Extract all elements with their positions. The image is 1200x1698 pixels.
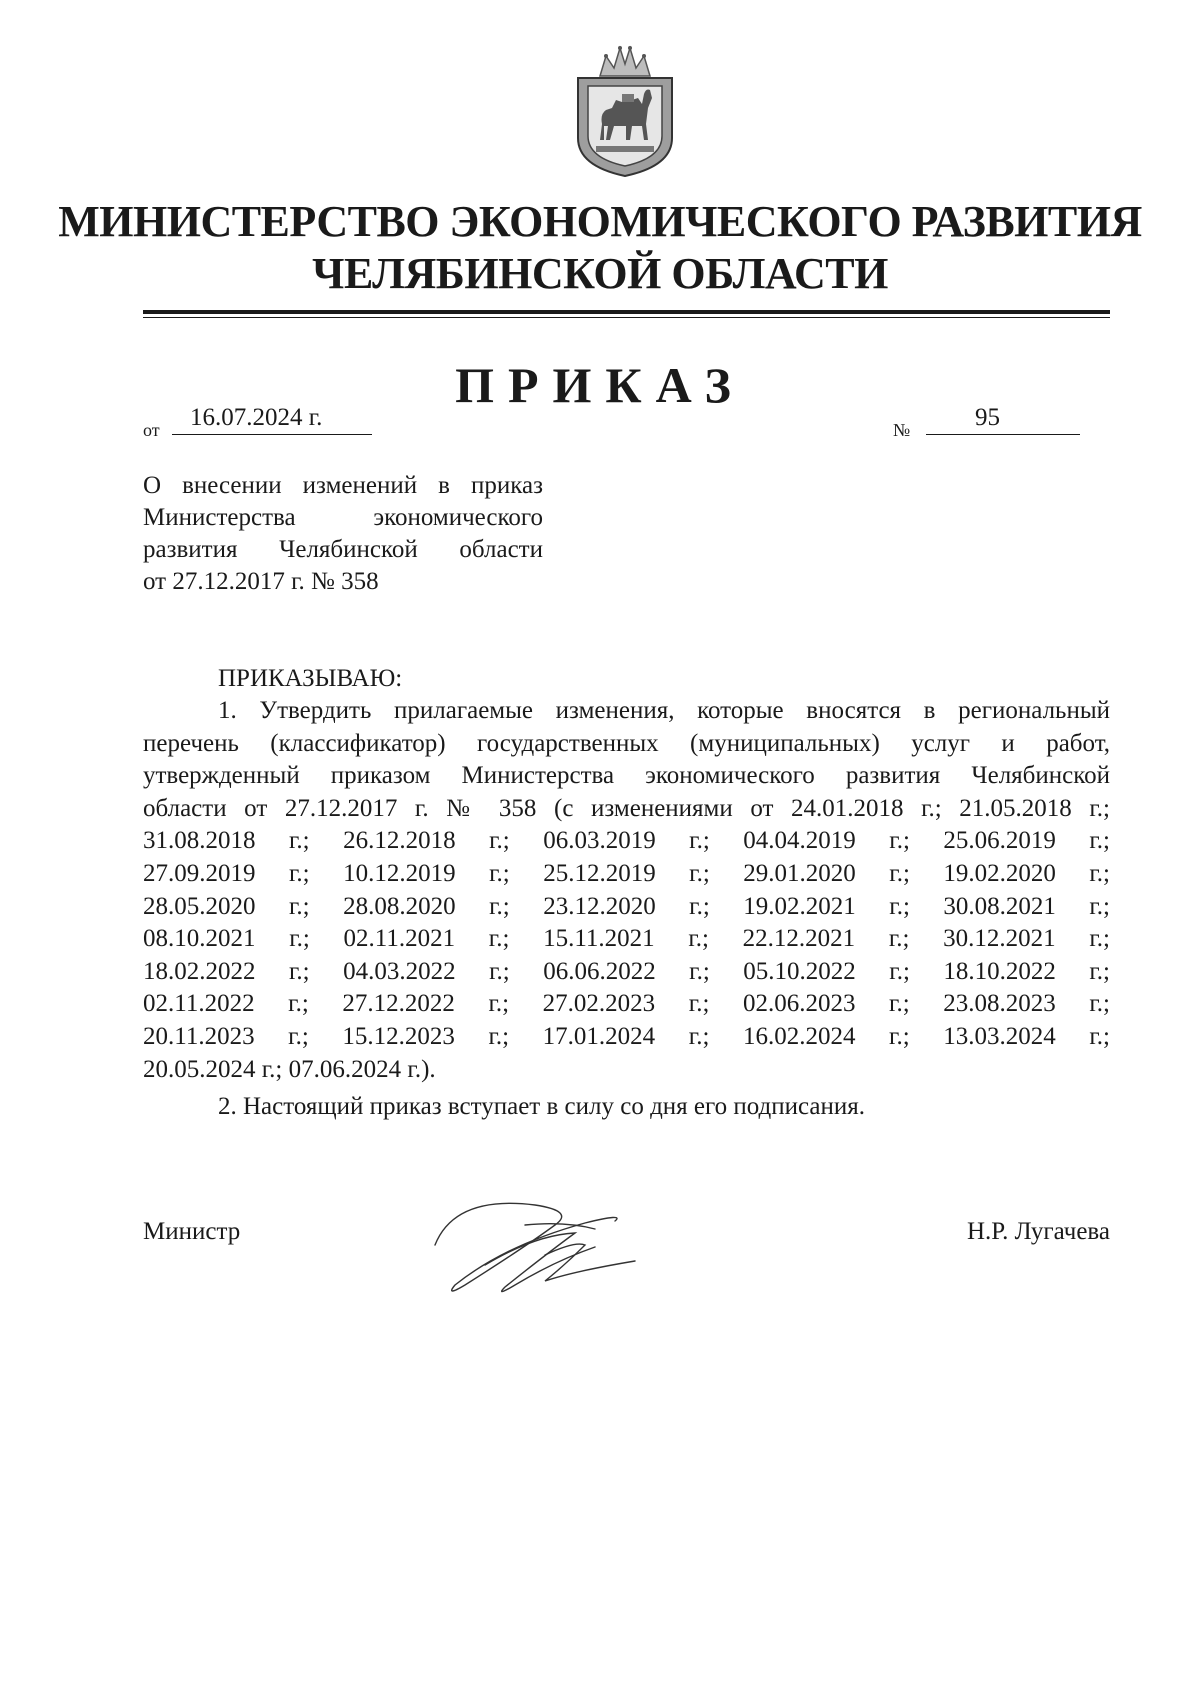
paragraph-line: 31.08.2018 г.; 26.12.2018 г.; 06.03.2019 г.; 04.04.2019 г.; 25.06.2019 г.;: [143, 827, 1110, 855]
document-title: ПРИКАЗ: [455, 357, 745, 413]
chelyabinsk-coat-of-arms-icon: [570, 42, 680, 178]
orders-heading: ПРИКАЗЫВАЮ:: [218, 665, 403, 692]
date-underline: [172, 434, 372, 435]
paragraph-line: 28.05.2020 г.; 28.08.2020 г.; 23.12.2020 г.; 19.02.2021 г.; 30.08.2021 г.;: [143, 892, 1110, 920]
order-subject: [143, 470, 543, 598]
ministry-name-line2: ЧЕЛЯБИНСКОЙ ОБЛАСТИ: [312, 249, 888, 298]
subject-line: Министерства экономического: [143, 504, 543, 531]
number-prefix: №: [893, 420, 911, 440]
paragraph-line: 08.10.2021 г.; 02.11.2021 г.; 15.11.2021 г.; 22.12.2021 г.; 30.12.2021 г.;: [143, 925, 1110, 953]
order-number: 95: [975, 404, 1000, 431]
number-underline: [926, 434, 1080, 435]
paragraph-line: 18.02.2022 г.; 04.03.2022 г.; 06.06.2022 г.; 05.10.2022 г.; 18.10.2022 г.;: [143, 957, 1110, 985]
paragraph-line: 1. Утвердить прилагаемые изменения, которые вносятся в региональный: [218, 697, 1110, 724]
paragraph-line: перечень (классификатор) государственных (муниципальных) услуг и работ,: [143, 729, 1110, 757]
order-body-paragraph-1: [143, 695, 1110, 1086]
signatory-role: Министр: [143, 1218, 241, 1245]
order-body-paragraph-2: 2. Настоящий приказ вступает в силу со дня его подписания.: [218, 1093, 866, 1120]
paragraph-line: 20.11.2023 г.; 15.12.2023 г.; 17.01.2024 г.; 16.02.2024 г.; 13.03.2024 г.;: [143, 1022, 1110, 1050]
paragraph-line: 27.09.2019 г.; 10.12.2019 г.; 25.12.2019 г.; 29.01.2020 г.; 19.02.2020 г.;: [143, 859, 1110, 887]
header-divider-thin: [143, 317, 1110, 318]
order-date: 16.07.2024 г.: [190, 404, 323, 431]
date-prefix: от: [143, 420, 160, 440]
subject-line: развития Челябинской области: [143, 536, 543, 563]
header-divider-thick: [143, 310, 1110, 314]
handwritten-signature-icon: [425, 1185, 685, 1305]
ministry-name-line1: МИНИСТЕРСТВО ЭКОНОМИЧЕСКОГО РАЗВИТИЯ: [58, 197, 1142, 246]
paragraph-line: 20.05.2024 г.; 07.06.2024 г.).: [143, 1055, 436, 1083]
subject-line: О внесении изменений в приказ: [143, 472, 543, 499]
paragraph-line: 02.11.2022 г.; 27.12.2022 г.; 27.02.2023 г.; 02.06.2023 г.; 23.08.2023 г.;: [143, 990, 1110, 1018]
signatory-name: Н.Р. Лугачева: [966, 1218, 1110, 1245]
paragraph-line: области от 27.12.2017 г. № 358 (с изменениями от 24.01.2018 г.; 21.05.2018 г.;: [143, 794, 1110, 822]
subject-line: от 27.12.2017 г. № 358: [143, 568, 379, 595]
paragraph-line: утвержденный приказом Министерства экономического развития Челябинской: [143, 762, 1110, 790]
